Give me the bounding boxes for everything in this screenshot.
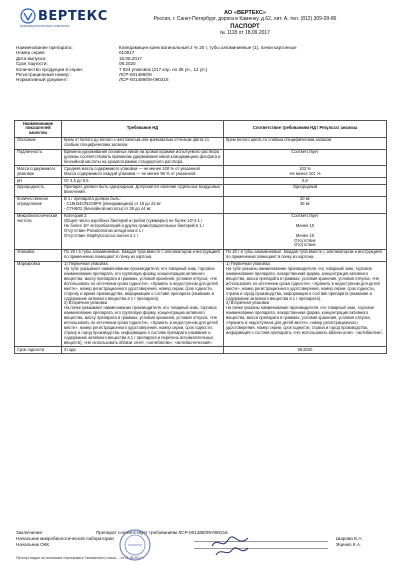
result-cell: Однородный	[224, 184, 387, 196]
result-cell: Соответствует Менее 10 Менее 10 Отсутствие Отсутствие	[224, 213, 387, 249]
indicator-name-cell: Микробиологическая чистота	[15, 213, 62, 249]
meta-value: 15.08.2017	[119, 55, 142, 61]
indicator-name-cell: Маркировка	[15, 261, 62, 346]
result-cell: Соответствует	[224, 149, 387, 166]
result-cell: 5,6	[224, 178, 387, 185]
signatory-name: Яценко К.А.	[336, 542, 362, 548]
result-cell: Крем белого цвета со слабым специфическим запахом	[224, 137, 387, 149]
meta-key: Регистрационный номер:	[16, 72, 70, 78]
meta-key: Дата выпуска:	[16, 55, 47, 61]
document-title: ПАСПОРТ	[230, 23, 260, 30]
signatory-name: Шарова Е.А.	[336, 536, 363, 542]
conclusion-label: Заключение:	[16, 530, 44, 535]
table-row	[15, 249, 387, 261]
meta-key: Наименование препарата:	[16, 45, 73, 50]
indicator-name-cell: pH	[15, 178, 62, 185]
result-cell: 20 мг 39 мг	[224, 196, 387, 213]
company-name: АО «ВЕРТЕКС»	[223, 10, 267, 16]
conclusion-text: Препарат соответствует требованиям ЛСР-001489/09-090216	[96, 530, 228, 535]
requirement-cell: Категория 2 Общее число аэробных бактерий и грибов (суммарно) не более 10² в 1 г Не более 10¹ энтеробактерий и других грамотрицательных бактерий в 1 г Отсутствие Pseudomonas aeruginosa в 1 г Отсутствие Staphylococcus aureus в 1 г	[62, 213, 224, 249]
signatory-title: Начальник микробиологической лаборатории	[16, 536, 114, 542]
result-cell: 1) Первичная упаковка На тубе указаны наименование производителя, его товарный знак, торговое наименование препарата, лекарственная форма, концентрация активного вещества, масса препарата в граммах, условия хранения, условия отпуска, «Не использовать по истечении срока годности», «Хранить в недоступном для детей месте», номер регистрационного удостоверения, номер серии, срок годности, страна и город производства, информация о составе препарата (название и содержание активного вещества в 1 г препарата). 2) Вторичная упаковка На пачке указаны наименование производителя, его товарный знак, торговое наименование препарата, лекарственная форма, концентрация активного вещества, масса препарата в граммах, условия хранения, условия отпуска, «Хранить в недоступном для детей месте», номер регистрационного удостоверения, номер серии, срок годности, страна и город производства, информация о составе препарата, «Не использовать вблизи огня», «антибиотик».	[224, 261, 387, 346]
table-row	[15, 178, 387, 185]
meta-row	[16, 77, 384, 82]
meta-value: 010817	[119, 50, 135, 56]
result-cell: 103 % Не менее 101 %	[224, 166, 387, 178]
meta-key: Номер серии:	[16, 50, 46, 56]
meta-value: 7 824 упаковок (217 кор. по 36 уп., 12 уп.)	[119, 66, 208, 72]
indicator-name-cell: Упаковка	[15, 249, 62, 261]
official-stamp-icon	[118, 528, 152, 562]
signature-scribble-icon	[214, 545, 250, 559]
meta-value: ЛСР-001489/09-090216	[119, 77, 169, 83]
signatory-title: Начальник ОКК	[16, 542, 50, 548]
table-row	[15, 213, 387, 249]
company-logo	[20, 8, 108, 24]
product-meta	[16, 45, 384, 83]
requirement-cell: 3 года	[62, 347, 224, 354]
requirement-cell: В 1 г препарата должно быть: - C18H34ClN2O8PS (клиндамицина) от 18 до 22 мг - C7H6O2 (бензойной кислоты) от 38 до 44 мг	[62, 196, 224, 213]
indicator-name-cell: Количественное определение	[15, 196, 62, 213]
document-number: № 1118 от 18.09.2017	[220, 30, 270, 37]
indicator-name-cell: Масса содержимого упаковки	[15, 166, 62, 178]
requirement-cell: От 4,5 до 6,5	[62, 178, 224, 185]
logo-brand: ВЕРТЕКС	[38, 8, 108, 24]
column-header: Наименование показателей качества	[15, 121, 62, 138]
table-row	[15, 347, 387, 354]
table-row	[15, 261, 387, 346]
document-footer	[16, 530, 386, 549]
indicator-name-cell: Подлинность	[15, 149, 62, 166]
indicator-name-cell: Описание	[15, 137, 62, 149]
table-row	[15, 196, 387, 213]
result-cell: По 20 г в тубы алюминиевые. Каждая туба вместе с аппликатором и инструкцией по применению помещают в пачку из картона.	[224, 249, 387, 261]
requirement-cell: Крем от белого до белого с желтоватым или кремоватым оттенком цвета со слабым специфическим запахом.	[62, 137, 224, 149]
table-row	[15, 166, 387, 178]
meta-key: Срок годности:	[16, 61, 48, 67]
quality-spec-table	[14, 120, 387, 354]
requirement-cell: Средняя масса содержимого упаковки — не менее 100 % от указанной Масса содержимого каждой упаковки — не менее 96 % от указанной	[62, 166, 224, 178]
meta-key: Нормативный документ:	[16, 77, 69, 83]
document-header	[110, 10, 380, 37]
company-address: Россия, г. Санкт-Петербург, дорога в Каменку, д.62, лит. А, тел. (812) 309-09-86	[153, 16, 337, 23]
fine-print: Паспорт выдан на основании сертификата Таможенного союза ... от 21.08.2017 г.	[16, 556, 145, 560]
logo-tagline: фармацевтическая компания	[20, 24, 70, 28]
requirement-cell: 1) Первичная упаковка На тубе указывают наименование производителя, его товарный знак, торговое наименование препарата, его групповую форму, концентрацию активного вещества, массу препарата в граммах, условия хранения, условия отпуска, «Не использовать по истечении срока годности», «Хранить в недоступном для детей месте», номер регистрационного удостоверения, номер серии, срок годности, сторону и время производства, информацию о составе препарата (название и содержание активного вещества в 1 г препарата). 2) Вторичная упаковка На пачке указывают наименование производителя, его товарный знак, торговое наименование препарата, его групповую форму, концентрацию активного вещества, массу препарата в граммах, условия хранения, условия отпуска, «Не использовать по истечении срока годности», «Хранить в недоступном для детей месте», номер регистрационного удостоверения, номер серии, срок годности, страну и город производства, информацию о составе препарата (название и содержание активного вещества в 1 г препарата и перечень вспомогательных веществ), «Не использовать вблизи огня», «антибиотик», «антибиотический».	[62, 261, 224, 346]
requirement-cell: По 20 г в тубы алюминиевые. Каждая туба вместе с аппликатором и инструкцией по применению помещают в пачку из картона.	[62, 249, 224, 261]
table-row	[15, 184, 387, 196]
table-header-row	[15, 121, 387, 138]
meta-key: Количество продукции в серии:	[16, 66, 83, 72]
column-header: Требования НД	[62, 121, 224, 138]
indicator-name-cell: Однородность	[15, 184, 62, 196]
result-cell: 08.2020	[224, 347, 387, 354]
indicator-name-cell: Срок годности	[15, 347, 62, 354]
requirement-cell: Времена удерживания основных пиков на хроматограмме испытуемого раствора должны соответствовать временам удерживания пиков клиндамицина фосфата и бензойной кислоты на хроматограмме стандартного раствора.	[62, 149, 224, 166]
table-row	[15, 137, 387, 149]
table-row	[15, 149, 387, 166]
meta-value: ЛСР-001489/09	[119, 72, 152, 78]
column-header: Соответствие требованиям НД / Результат анализа	[224, 121, 387, 138]
meta-value: 08.2020	[119, 61, 136, 67]
signature-row	[16, 542, 386, 548]
requirement-cell: Препарат должен быть однородным. Допускается наличие отдельных воздушных включений.	[62, 184, 224, 196]
vertex-logo-icon	[20, 8, 36, 24]
meta-value: Клиндамицин крем вагинальный 2 % 20 г, тубы алюминиевые (1), пачки картонные	[119, 45, 297, 50]
